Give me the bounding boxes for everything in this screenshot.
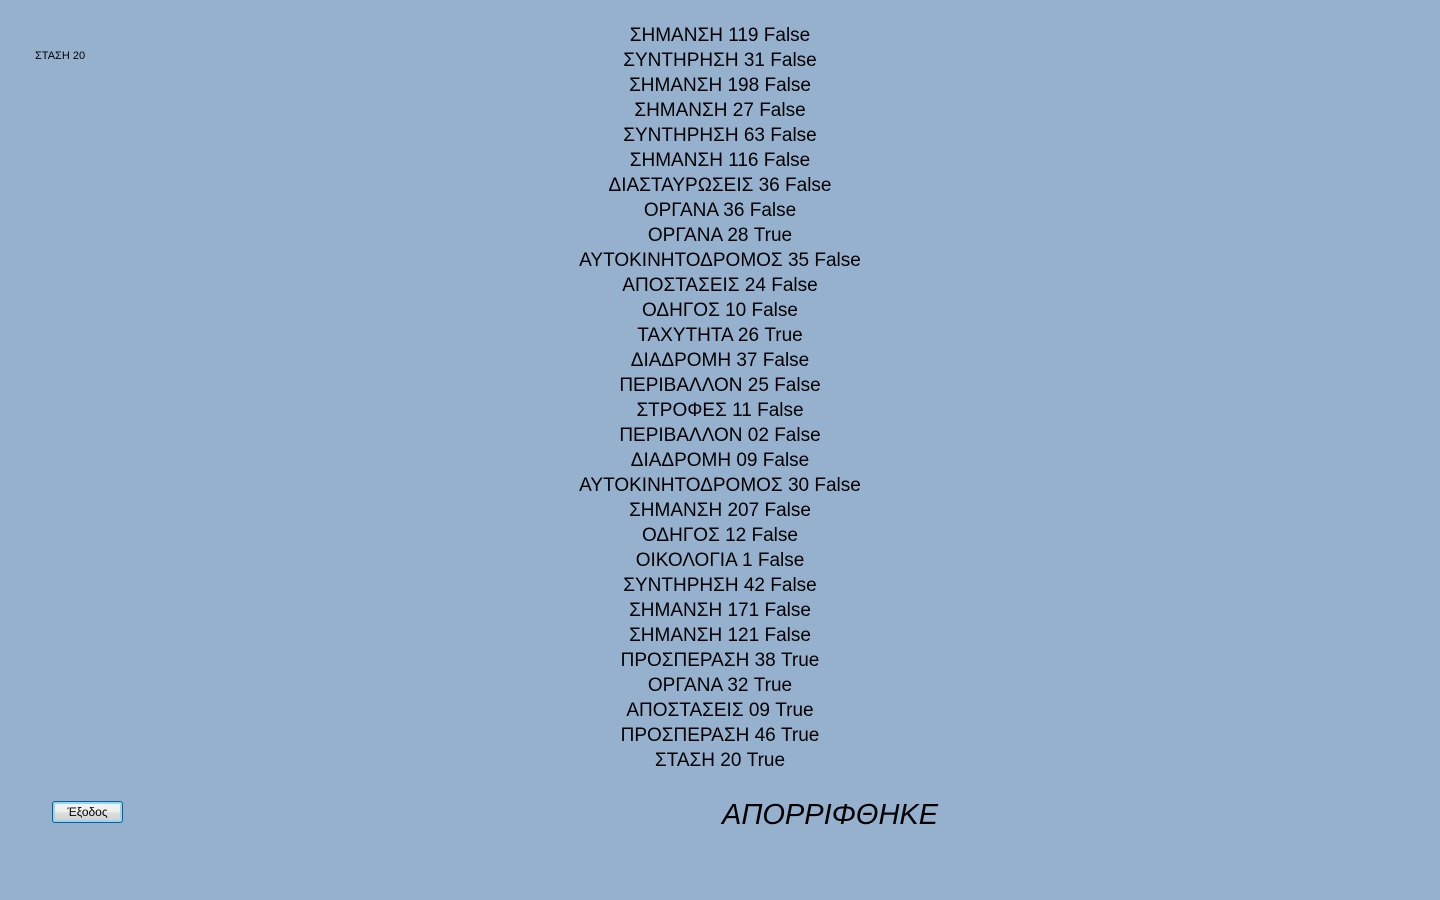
result-line: ΣΗΜΑΝΣΗ 27 False <box>634 100 806 121</box>
station-label: ΣΤΑΣΗ 20 <box>35 50 86 62</box>
result-line: ΠΕΡΙΒΑΛΛΟΝ 25 False <box>619 375 821 396</box>
result-line: ΔΙΑΔΡΟΜΗ 09 False <box>630 450 810 471</box>
result-line: ΤΑΧΥΤΗΤΑ 26 True <box>637 325 803 346</box>
result-line: ΣΗΜΑΝΣΗ 119 False <box>629 25 811 46</box>
result-line: ΠΕΡΙΒΑΛΛΟΝ 02 False <box>619 425 821 446</box>
result-line: ΣΗΜΑΝΣΗ 171 False <box>629 600 811 621</box>
result-line: ΑΠΟΣΤΑΣΕΙΣ 09 True <box>626 700 814 721</box>
result-line: ΟΡΓΑΝΑ 36 False <box>643 200 797 221</box>
result-line: ΟΡΓΑΝΑ 28 True <box>647 225 793 246</box>
result-line: ΣΗΜΑΝΣΗ 121 False <box>629 625 811 646</box>
result-line: ΣΗΜΑΝΣΗ 116 False <box>629 150 811 171</box>
result-line: ΑΥΤΟΚΙΝΗΤΟΔΡΟΜΟΣ 35 False <box>579 250 861 271</box>
result-line: ΣΗΜΑΝΣΗ 198 False <box>629 75 811 96</box>
result-line: ΟΙΚΟΛΟΓΙΑ 1 False <box>635 550 805 571</box>
result-line: ΣΥΝΤΗΡΗΣΗ 42 False <box>623 575 817 596</box>
result-line: ΑΥΤΟΚΙΝΗΤΟΔΡΟΜΟΣ 30 False <box>579 475 861 496</box>
result-line: ΣΗΜΑΝΣΗ 207 False <box>629 500 811 521</box>
result-line: ΣΥΝΤΗΡΗΣΗ 63 False <box>623 125 817 146</box>
result-line: ΣΤΡΟΦΕΣ 11 False <box>636 400 804 421</box>
result-line: ΟΡΓΑΝΑ 32 True <box>647 675 793 696</box>
result-line: ΑΠΟΣΤΑΣΕΙΣ 24 False <box>622 275 818 296</box>
result-line: ΔΙΑΣΤΑΥΡΩΣΕΙΣ 36 False <box>608 175 832 196</box>
result-line: ΟΔΗΓΟΣ 10 False <box>642 300 798 321</box>
result-line: ΠΡΟΣΠΕΡΑΣΗ 38 True <box>620 650 820 671</box>
result-line: ΠΡΟΣΠΕΡΑΣΗ 46 True <box>620 725 820 746</box>
results-list <box>0 23 1440 773</box>
verdict-text: ΑΠΟΡΡΙΦΘΗΚΕ <box>722 799 939 831</box>
exit-button[interactable]: Έξοδος <box>52 801 123 823</box>
result-line: ΔΙΑΔΡΟΜΗ 37 False <box>630 350 810 371</box>
result-line: ΣΤΑΣΗ 20 True <box>654 750 786 771</box>
result-line: ΟΔΗΓΟΣ 12 False <box>642 525 798 546</box>
result-line: ΣΥΝΤΗΡΗΣΗ 31 False <box>623 50 817 71</box>
